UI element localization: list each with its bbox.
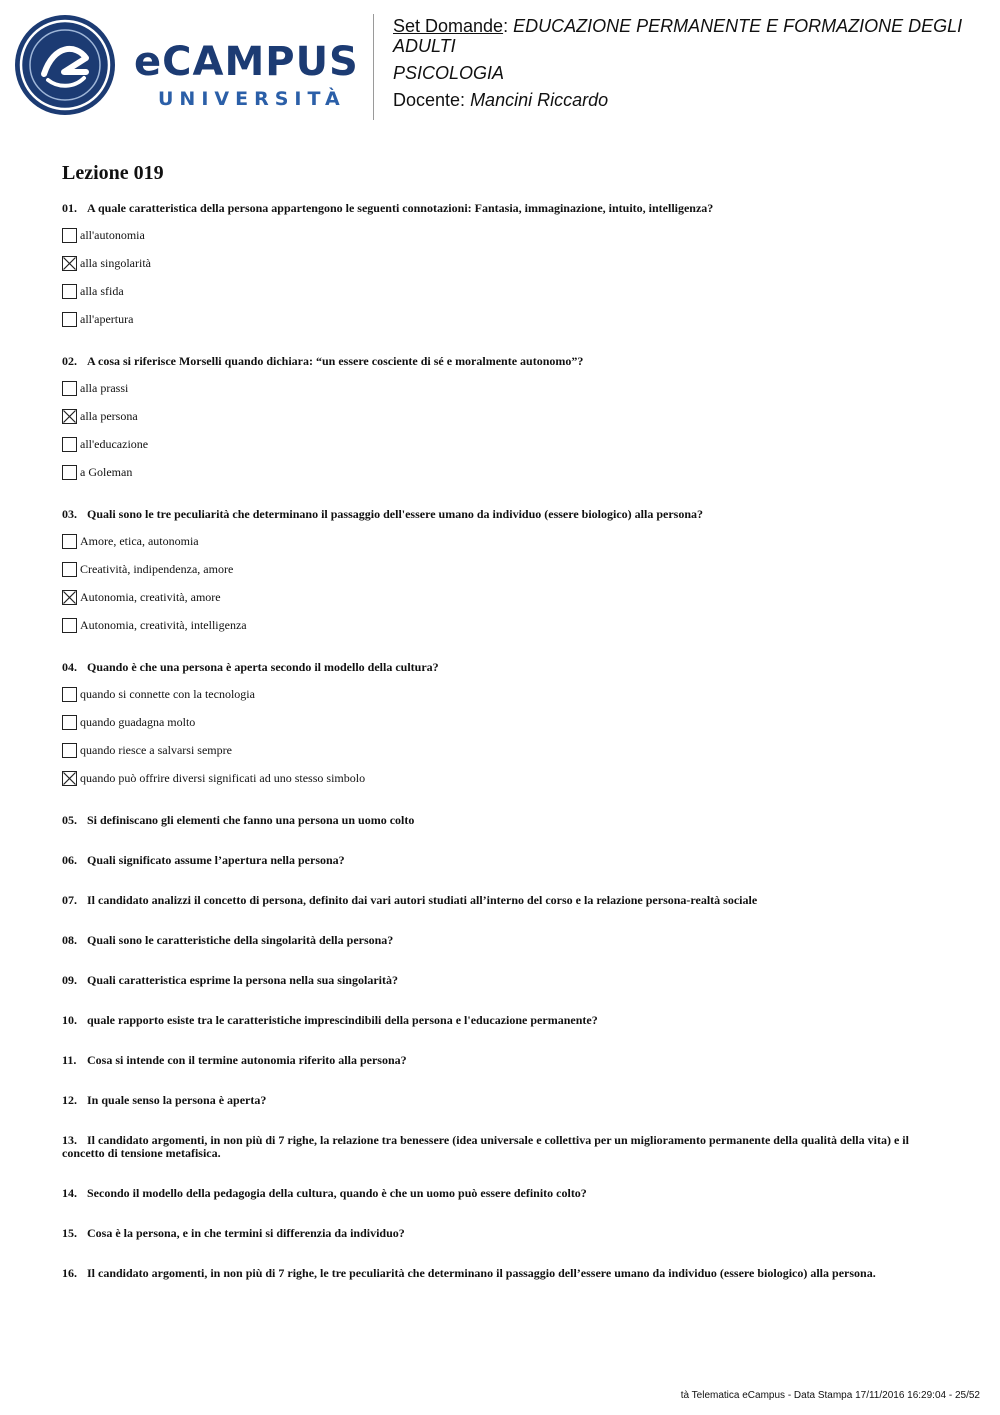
answer-label: Creatività, indipendenza, amore [80, 562, 234, 576]
answer-option[interactable] [62, 533, 942, 549]
lesson-title: Lezione 019 [62, 162, 164, 184]
checkbox-icon[interactable] [62, 534, 77, 549]
question-block [62, 202, 942, 327]
question-number: 04. [62, 660, 77, 674]
open-question [62, 1094, 942, 1107]
brand-subtitle: UNIVERSITÀ [158, 88, 346, 110]
answer-option[interactable] [62, 686, 942, 702]
question-label: Quali sono le caratteristiche della singolarità della persona? [87, 933, 394, 947]
set-label: Set Domande [393, 16, 504, 36]
answer-label: alla prassi [80, 381, 129, 395]
answer-label: all'autonomia [80, 228, 145, 242]
checkbox-icon[interactable] [62, 465, 77, 480]
question-label: Quali sono le tre peculiarità che determinano il passaggio dell'essere umano da individuo (essere biologico) alla persona? [87, 507, 704, 521]
docente-label: Docente: [393, 90, 466, 110]
answer-label: all'educazione [80, 437, 149, 451]
question-label: A cosa si riferisce Morselli quando dichiara: “un essere cosciente di sé e moralmente autonomo”? [87, 354, 584, 368]
answer-label: a Goleman [80, 465, 133, 479]
checkbox-icon[interactable] [62, 381, 77, 396]
answer-option[interactable] [62, 255, 942, 271]
open-question [62, 894, 942, 907]
checkbox-icon[interactable] [62, 743, 77, 758]
question-block [62, 355, 942, 480]
answer-option[interactable] [62, 714, 942, 730]
subject: PSICOLOGIA [393, 63, 505, 83]
question-number: 15. [62, 1226, 77, 1240]
question-number: 16. [62, 1266, 77, 1280]
answer-option[interactable] [62, 227, 942, 243]
answer-label: quando si connette con la tecnologia [80, 687, 255, 701]
checkbox-icon[interactable] [62, 715, 77, 730]
question-number: 13. [62, 1133, 77, 1147]
question-text [62, 508, 942, 521]
answer-option[interactable] [62, 283, 942, 299]
answer-option[interactable] [62, 617, 942, 633]
set-colon: : [503, 16, 509, 36]
question-number: 11. [62, 1053, 77, 1067]
question-label: Cosa è la persona, e in che termini si differenzia da individuo? [87, 1226, 405, 1240]
checkbox-icon[interactable] [62, 284, 77, 299]
set-domande-row [393, 16, 993, 56]
question-label: Si definiscano gli elementi che fanno una persona un uomo colto [87, 813, 415, 827]
question-text [62, 661, 942, 674]
answer-option[interactable] [62, 589, 942, 605]
question-text [62, 355, 942, 368]
question-label: Cosa si intende con il termine autonomia riferito alla persona? [87, 1053, 407, 1067]
open-question [62, 1014, 942, 1027]
open-question [62, 974, 942, 987]
answer-option[interactable] [62, 311, 942, 327]
question-number: 14. [62, 1186, 77, 1200]
open-questions [62, 814, 942, 1280]
answer-label: all'apertura [80, 312, 134, 326]
docente-name: Mancini Riccardo [470, 90, 609, 110]
question-label: Quali significato assume l’apertura nella persona? [87, 853, 345, 867]
question-label: Il candidato analizzi il concetto di persona, definito dai vari autori studiati all’interno del corso e la relazione persona-realtà sociale [87, 893, 758, 907]
question-label: Quali caratteristica esprime la persona nella sua singolarità? [87, 973, 398, 987]
multiple-choice-questions [62, 202, 942, 786]
answer-label: quando riesce a salvarsi sempre [80, 743, 232, 757]
checkbox-icon[interactable] [62, 437, 77, 452]
header-divider [373, 14, 374, 120]
question-number: 02. [62, 354, 77, 368]
checked-box-icon[interactable] [62, 771, 77, 786]
ecampus-logo-icon [14, 14, 116, 116]
course-info [393, 16, 993, 110]
answer-label: Autonomia, creatività, amore [80, 590, 221, 604]
question-label: In quale senso la persona è aperta? [87, 1093, 267, 1107]
question-number: 09. [62, 973, 77, 987]
question-number: 12. [62, 1093, 77, 1107]
question-number: 05. [62, 813, 77, 827]
brand-name: eCAMPUS [134, 39, 359, 85]
answer-label: quando guadagna molto [80, 715, 196, 729]
page-footer: tà Telematica eCampus - Data Stampa 17/11/2016 16:29:04 - 25/52 [680, 1390, 980, 1401]
open-question [62, 1267, 942, 1280]
question-number: 10. [62, 1013, 77, 1027]
answer-option[interactable] [62, 380, 942, 396]
checkbox-icon[interactable] [62, 562, 77, 577]
open-question [62, 814, 942, 827]
question-label: Secondo il modello della pedagogia della cultura, quando è che un uomo può essere definito colto? [87, 1186, 587, 1200]
checked-box-icon[interactable] [62, 256, 77, 271]
checkbox-icon[interactable] [62, 312, 77, 327]
question-label: Il candidato argomenti, in non più di 7 righe, le tre peculiarità che determinano il passaggio dell’essere umano da individuo (essere biologico) alla persona. [87, 1266, 876, 1280]
open-question [62, 1187, 942, 1200]
question-label: Il candidato argomenti, in non più di 7 righe, la relazione tra benessere (idea universale e collettiva per un miglioramento permanente della qualità della vita) e il concetto di tensione metafisica. [62, 1133, 909, 1160]
answer-option[interactable] [62, 464, 942, 480]
question-block [62, 661, 942, 786]
answer-label: alla singolarità [80, 256, 151, 270]
checked-box-icon[interactable] [62, 409, 77, 424]
answer-label: alla persona [80, 409, 138, 423]
checkbox-icon[interactable] [62, 618, 77, 633]
checkbox-icon[interactable] [62, 228, 77, 243]
question-number: 08. [62, 933, 77, 947]
answer-label: alla sfida [80, 284, 124, 298]
open-question [62, 1134, 942, 1160]
question-number: 07. [62, 893, 77, 907]
open-question [62, 934, 942, 947]
checked-box-icon[interactable] [62, 590, 77, 605]
question-label: quale rapporto esiste tra le caratteristiche imprescindibili della persona e l'educazione permanente? [87, 1013, 598, 1027]
answer-option[interactable] [62, 742, 942, 758]
answer-label: quando può offrire diversi significati ad uno stesso simbolo [80, 771, 366, 785]
question-number: 03. [62, 507, 77, 521]
question-number: 01. [62, 201, 77, 215]
question-text [62, 202, 942, 215]
question-block [62, 508, 942, 633]
open-question [62, 1227, 942, 1240]
answer-option[interactable] [62, 408, 942, 424]
answer-option[interactable] [62, 561, 942, 577]
docente-row [393, 90, 993, 110]
answer-label: Autonomia, creatività, intelligenza [80, 618, 247, 632]
answer-option[interactable] [62, 436, 942, 452]
question-label: Quando è che una persona è aperta secondo il modello della cultura? [87, 660, 439, 674]
answer-label: Amore, etica, autonomia [80, 534, 199, 548]
brand-wordmark [134, 40, 359, 112]
open-question [62, 1054, 942, 1067]
open-question [62, 854, 942, 867]
question-number: 06. [62, 853, 77, 867]
question-list [62, 160, 942, 1307]
checkbox-icon[interactable] [62, 687, 77, 702]
page-header [0, 0, 1000, 130]
set-title: EDUCAZIONE PERMANENTE E FORMAZIONE DEGLI ADULTI [393, 16, 963, 56]
question-label: A quale caratteristica della persona appartengono le seguenti connotazioni: Fantasia, immaginazione, intuito, intelligenza? [87, 201, 714, 215]
answer-option[interactable] [62, 770, 942, 786]
